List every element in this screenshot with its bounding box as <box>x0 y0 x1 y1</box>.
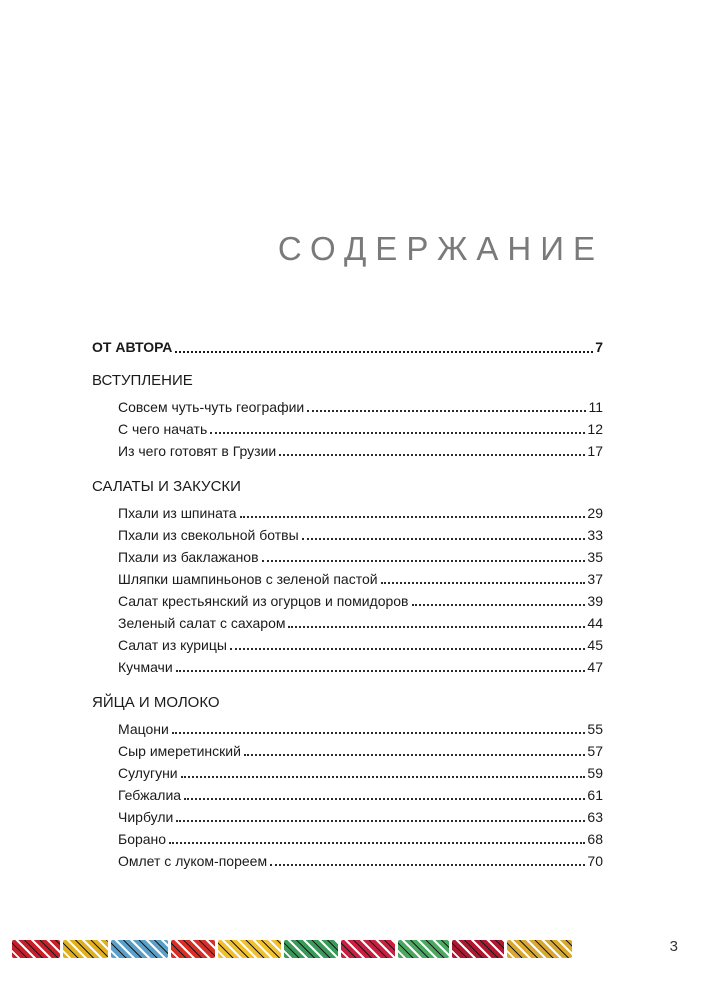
toc-entry-label: Гебжалиа <box>118 787 182 803</box>
toc-entry <box>92 502 603 524</box>
toc-entry-page: 35 <box>587 549 603 565</box>
toc-entry <box>92 762 603 784</box>
toc-entry-page: 59 <box>587 765 603 781</box>
toc-section <box>92 476 603 678</box>
toc-entry-label: Пхали из шпината <box>118 505 237 521</box>
toc-entry-label: Из чего готовят в Грузии <box>118 443 277 459</box>
toc-entry-page: 57 <box>587 743 603 759</box>
toc-entry <box>92 828 603 850</box>
table-of-contents <box>92 336 603 886</box>
toc-entry <box>92 396 603 418</box>
ornament-tile <box>398 940 450 958</box>
toc-entry <box>92 568 603 590</box>
toc-entry-page: 11 <box>588 399 603 415</box>
toc-entry-label: Пхали из свекольной ботвы <box>118 527 299 543</box>
toc-entry-page: 33 <box>587 527 603 543</box>
toc-entry-page: 61 <box>587 787 603 803</box>
ornament-strip <box>12 940 572 958</box>
toc-entry-page: 44 <box>587 615 603 631</box>
dot-leader <box>262 559 586 562</box>
toc-entry <box>92 546 603 568</box>
toc-sections <box>92 370 603 872</box>
section-heading: ЯЙЦА И МОЛОКО <box>92 694 220 711</box>
toc-entry-page: 29 <box>587 505 603 521</box>
toc-entry <box>92 740 603 762</box>
ornament-tile <box>171 940 215 958</box>
toc-entry-label: Пхали из баклажанов <box>118 549 259 565</box>
dot-leader <box>270 863 585 866</box>
dot-leader <box>184 797 585 800</box>
ornament-tile <box>111 940 168 958</box>
dot-leader <box>279 453 585 456</box>
ornament-tile <box>452 940 504 958</box>
toc-entry <box>92 718 603 740</box>
toc-entry-label: Совсем чуть-чуть географии <box>118 399 305 415</box>
toc-entry <box>92 784 603 806</box>
toc-entry-page: 7 <box>595 339 603 355</box>
toc-entry <box>92 634 603 656</box>
ornament-tile <box>284 940 338 958</box>
toc-entry-label: Омлет с луком-пореем <box>118 853 268 869</box>
toc-entry <box>92 850 603 872</box>
ornament-tile <box>341 940 395 958</box>
toc-entry-page: 37 <box>587 571 603 587</box>
toc-entry-label: Зеленый салат с сахаром <box>118 615 286 631</box>
toc-entry <box>92 806 603 828</box>
page-number: 3 <box>669 938 678 955</box>
toc-entry-page: 12 <box>587 421 603 437</box>
toc-entry-label: Борано <box>118 831 167 847</box>
toc-entry-label: Сулугуни <box>118 765 178 781</box>
ornament-tile <box>218 940 281 958</box>
section-heading: САЛАТЫ И ЗАКУСКИ <box>92 478 241 495</box>
section-heading: ВСТУПЛЕНИЕ <box>92 372 193 389</box>
dot-leader <box>240 515 586 518</box>
dot-leader <box>176 669 586 672</box>
toc-entry-label: С чего начать <box>118 421 208 437</box>
dot-leader <box>381 581 586 584</box>
toc-entry-page: 55 <box>587 721 603 737</box>
toc-entry <box>92 590 603 612</box>
dot-leader <box>175 350 593 353</box>
toc-entry-page: 63 <box>587 809 603 825</box>
toc-entry-label: Салат крестьянский из огурцов и помидоров <box>118 593 409 609</box>
toc-entry-label: Сыр имеретинский <box>118 743 241 759</box>
ornament-tile <box>12 940 60 958</box>
toc-entry-page: 17 <box>587 443 603 459</box>
dot-leader <box>230 647 585 650</box>
toc-entry-label: Шляпки шампиньонов с зеленой пастой <box>118 571 378 587</box>
dot-leader <box>172 731 586 734</box>
toc-entry-page: 70 <box>587 853 603 869</box>
toc-entry-label: Салат из курицы <box>118 637 227 653</box>
toc-section <box>92 692 603 872</box>
toc-entry-page: 39 <box>587 593 603 609</box>
dot-leader <box>302 537 586 540</box>
toc-entry <box>92 440 603 462</box>
toc-entry-page: 45 <box>587 637 603 653</box>
toc-entry <box>92 418 603 440</box>
dot-leader <box>244 753 586 756</box>
ornament-tile <box>507 940 572 958</box>
dot-leader <box>307 409 586 412</box>
dot-leader <box>176 819 585 822</box>
page-title: СОДЕРЖАНИЕ <box>277 230 604 267</box>
toc-entry-label: Кучмачи <box>118 659 173 675</box>
toc-entry-label: Мацони <box>118 721 169 737</box>
toc-entry-top <box>92 336 603 358</box>
dot-leader <box>210 431 585 434</box>
dot-leader <box>169 841 585 844</box>
toc-entry-label: ОТ АВТОРА <box>92 339 173 355</box>
toc-entry-page: 68 <box>587 831 603 847</box>
toc-section <box>92 370 603 462</box>
dot-leader <box>412 603 586 606</box>
toc-entry-label: Чирбули <box>118 809 174 825</box>
toc-entry <box>92 656 603 678</box>
toc-entry-page: 47 <box>587 659 603 675</box>
ornament-tile <box>63 940 107 958</box>
dot-leader <box>288 625 585 628</box>
toc-entry <box>92 524 603 546</box>
toc-entry <box>92 612 603 634</box>
dot-leader <box>181 775 586 778</box>
